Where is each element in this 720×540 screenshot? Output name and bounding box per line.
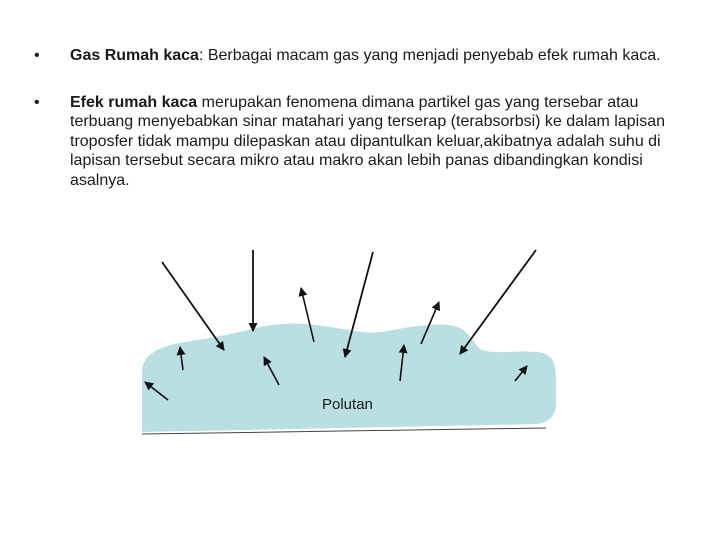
bullet-term: Efek rumah kaca bbox=[70, 93, 198, 111]
bullet-text: merupakan fenomena dimana partikel gas yang tersebar atau terbuang menyebabkan sinar matahari yang terserap (terabsorbsi) ke dalam lapisan troposfer tidak mampu dilepaskan atau dipantulkan keluar,akibatnya adalah suhu di lapisan tersebut secara mikro atau makro akan lebih panas dibandingkan kondisi asalnya. bbox=[70, 93, 665, 189]
bullet-marker: • bbox=[34, 47, 40, 64]
bullet-text: : Berbagai macam gas yang menjadi penyebab efek rumah kaca. bbox=[198, 47, 661, 64]
pollutant-label: Polutan bbox=[322, 396, 373, 413]
bullet-term: Gas Rumah kaca bbox=[70, 47, 199, 64]
bullet-marker: • bbox=[34, 93, 40, 111]
incoming-ray-1 bbox=[162, 262, 224, 350]
incoming-ray-4 bbox=[460, 250, 536, 354]
